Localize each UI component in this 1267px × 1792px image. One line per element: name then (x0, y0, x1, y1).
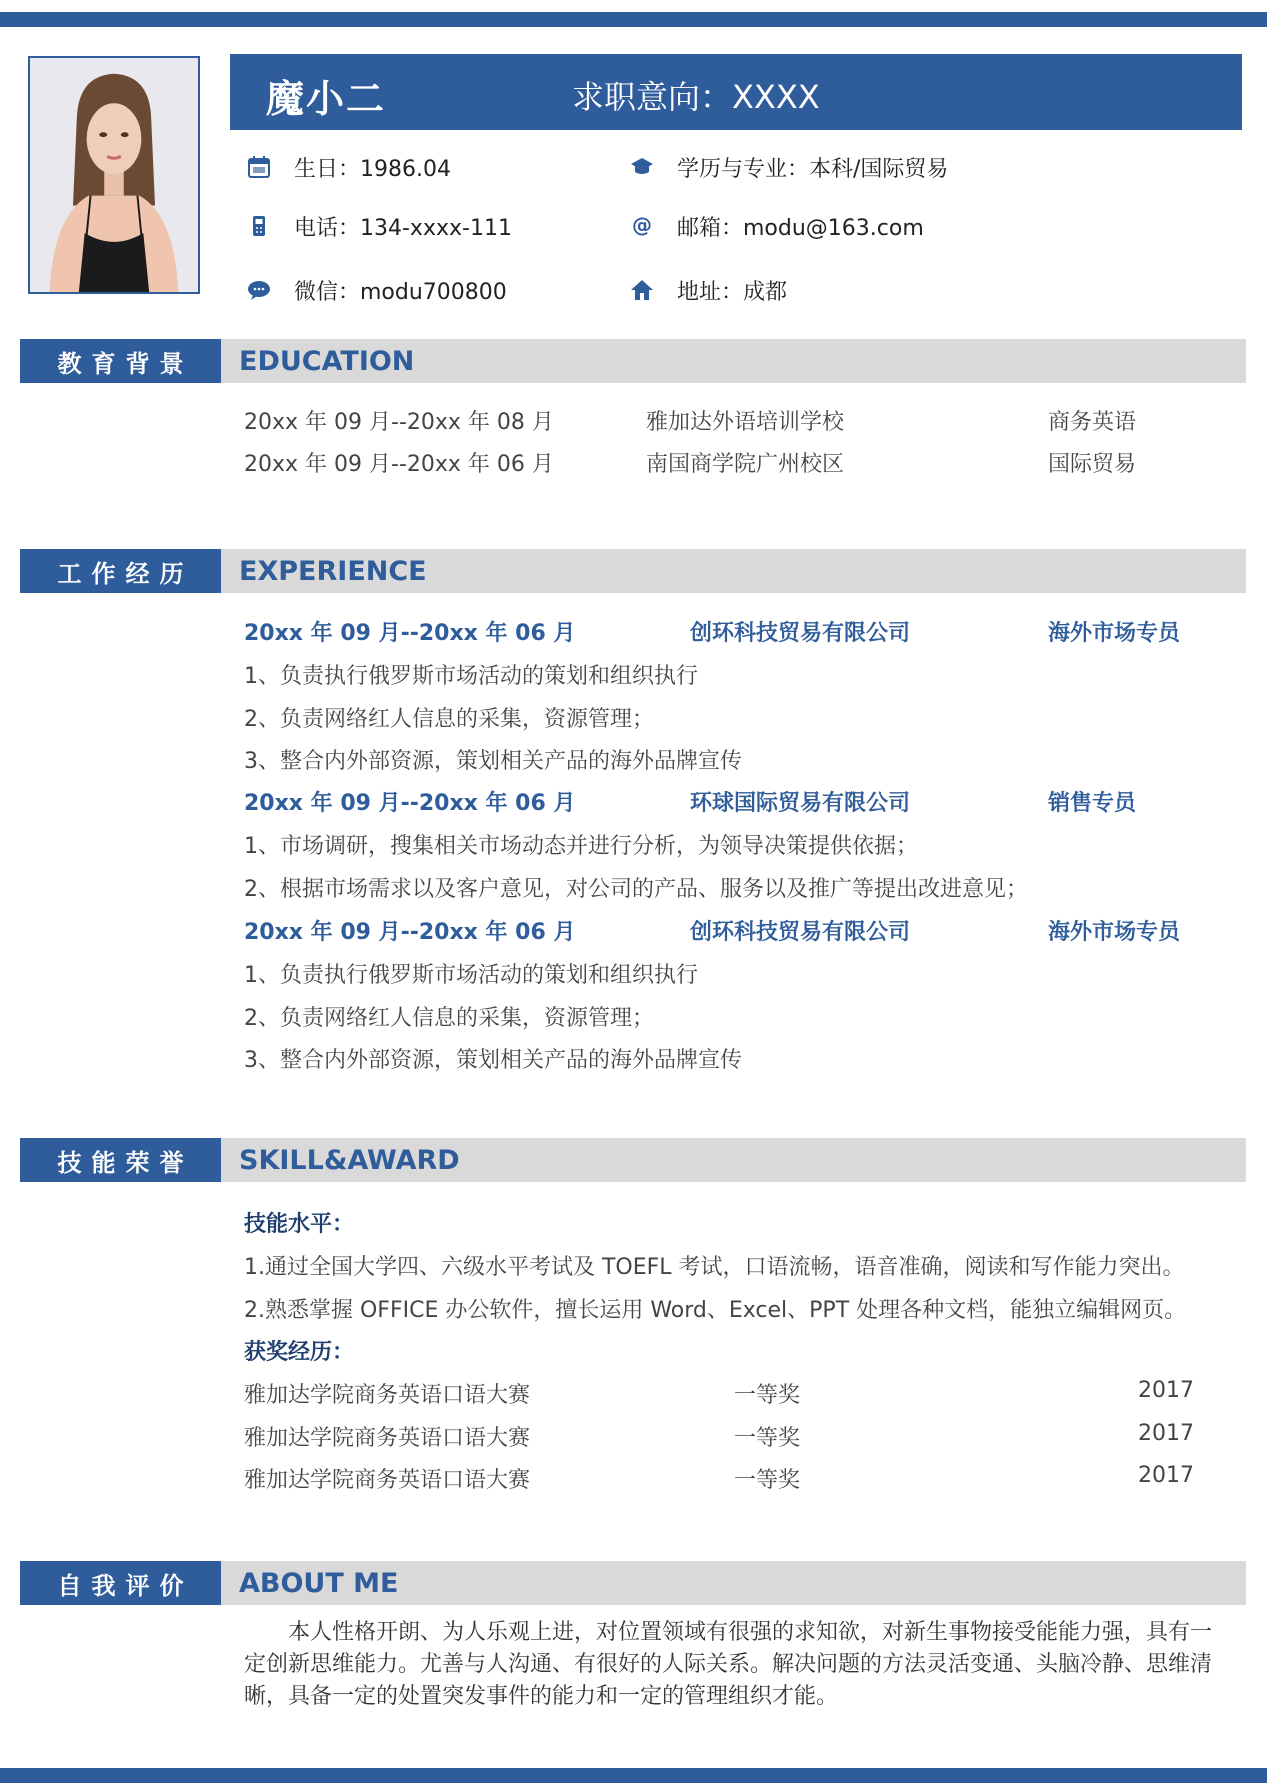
award-year: 2017 (1138, 1421, 1194, 1446)
edu-period: 20xx 年 09 月--20xx 年 06 月 (244, 452, 554, 477)
job-company: 创环科技贸易有限公司 (690, 621, 911, 646)
award-name: 雅加达学院商务英语口语大赛 (244, 1468, 531, 1493)
job-period: 20xx 年 09 月--20xx 年 06 月 (244, 791, 576, 816)
home-icon (629, 277, 655, 303)
edu-school: 雅加达外语培训学校 (646, 410, 845, 435)
award-prize: 一等奖 (734, 1468, 801, 1493)
section-title-en: EDUCATION (221, 339, 1246, 383)
job-duty: 3、整合内外部资源，策划相关产品的海外品牌宣传 (244, 749, 742, 774)
job-company: 环球国际贸易有限公司 (690, 791, 911, 816)
section-title-cn: 自我评价 (20, 1561, 221, 1605)
section-title-en: SKILL&AWARD (221, 1138, 1246, 1182)
email-text: 邮箱：modu@163.com (677, 215, 924, 241)
job-duty: 3、整合内外部资源，策划相关产品的海外品牌宣传 (244, 1048, 742, 1073)
job-period: 20xx 年 09 月--20xx 年 06 月 (244, 920, 576, 945)
job-company: 创环科技贸易有限公司 (690, 920, 911, 945)
job-role: 销售专员 (1048, 791, 1137, 816)
award-title: 获奖经历： (244, 1340, 355, 1365)
phone-text: 电话：134-xxxx-111 (294, 215, 512, 241)
at-icon (629, 213, 655, 239)
section-experience-header (20, 549, 1246, 593)
section-skills-header (20, 1138, 1246, 1182)
section-title-cn: 教育背景 (20, 339, 221, 383)
wechat-text: 微信：modu700800 (294, 279, 507, 305)
info-birthday (246, 147, 451, 187)
info-education (629, 147, 948, 187)
portrait-image (30, 58, 198, 292)
job-duty: 2、负责网络红人信息的采集，资源管理； (244, 1006, 654, 1031)
about-me-text: 本人性格开朗、为人乐观上进，对位置领域有很强的求知欲，对新生事物接受能能力强，具有一定创新思维能力。尤善与人沟通、有很好的人际关系。解决问题的方法灵活变通、头脑冷静、思维清晰，具备一定的处置突发事件的能力和一定的管理组织才能。 (244, 1620, 1213, 1709)
top-accent-bar (0, 12, 1267, 27)
birthday-text: 生日：1986.04 (294, 156, 451, 182)
job-duty: 1、负责执行俄罗斯市场活动的策划和组织执行 (244, 664, 698, 689)
award-name: 雅加达学院商务英语口语大赛 (244, 1426, 531, 1451)
job-role: 海外市场专员 (1048, 920, 1181, 945)
info-address (629, 270, 787, 310)
award-prize: 一等奖 (734, 1383, 801, 1408)
section-title-en: ABOUT ME (221, 1561, 1246, 1605)
bottom-accent-bar (0, 1768, 1267, 1783)
info-wechat (246, 270, 507, 310)
award-year: 2017 (1138, 1463, 1194, 1488)
edu-school: 南国商学院广州校区 (646, 452, 845, 477)
edu-major: 商务英语 (1048, 410, 1137, 435)
graduation-cap-icon (629, 154, 655, 180)
section-education-header (20, 339, 1246, 383)
award-name: 雅加达学院商务英语口语大赛 (244, 1383, 531, 1408)
address-text: 地址：成都 (677, 279, 788, 305)
skill-level-title: 技能水平： (244, 1212, 355, 1237)
skill-item: 2.熟悉掌握 OFFICE 办公软件，擅长运用 Word、Excel、PPT 处理各种文档，能独立编辑网页。 (244, 1298, 1187, 1323)
profile-photo (28, 56, 200, 294)
svg-text:@: @ (632, 214, 652, 237)
award-year: 2017 (1138, 1378, 1194, 1403)
job-intent: 求职意向：XXXX (572, 78, 820, 116)
candidate-name: 魔小二 (266, 77, 387, 121)
chat-icon (246, 277, 272, 303)
job-duty: 1、市场调研，搜集相关市场动态并进行分析，为领导决策提供依据； (244, 834, 918, 859)
calendar-icon (246, 154, 272, 180)
job-duty: 1、负责执行俄罗斯市场活动的策划和组织执行 (244, 963, 698, 988)
name-banner (230, 54, 1242, 130)
phone-icon (246, 213, 272, 239)
section-about-header (20, 1561, 1246, 1605)
section-title-cn: 工作经历 (20, 549, 221, 593)
job-role: 海外市场专员 (1048, 621, 1181, 646)
skill-item: 1.通过全国大学四、六级水平考试及 TOEFL 考试，口语流畅，语音准确，阅读和写作能力突出。 (244, 1255, 1185, 1280)
section-title-cn: 技能荣誉 (20, 1138, 221, 1182)
education-text: 学历与专业：本科/国际贸易 (677, 156, 949, 182)
info-phone (246, 206, 512, 246)
edu-major: 国际贸易 (1048, 452, 1137, 477)
section-title-en: EXPERIENCE (221, 549, 1246, 593)
edu-period: 20xx 年 09 月--20xx 年 08 月 (244, 410, 554, 435)
info-email (629, 206, 924, 246)
job-duty: 2、根据市场需求以及客户意见，对公司的产品、服务以及推广等提出改进意见； (244, 877, 1028, 902)
job-duty: 2、负责网络红人信息的采集，资源管理； (244, 707, 654, 732)
job-period: 20xx 年 09 月--20xx 年 06 月 (244, 621, 576, 646)
award-prize: 一等奖 (734, 1426, 801, 1451)
